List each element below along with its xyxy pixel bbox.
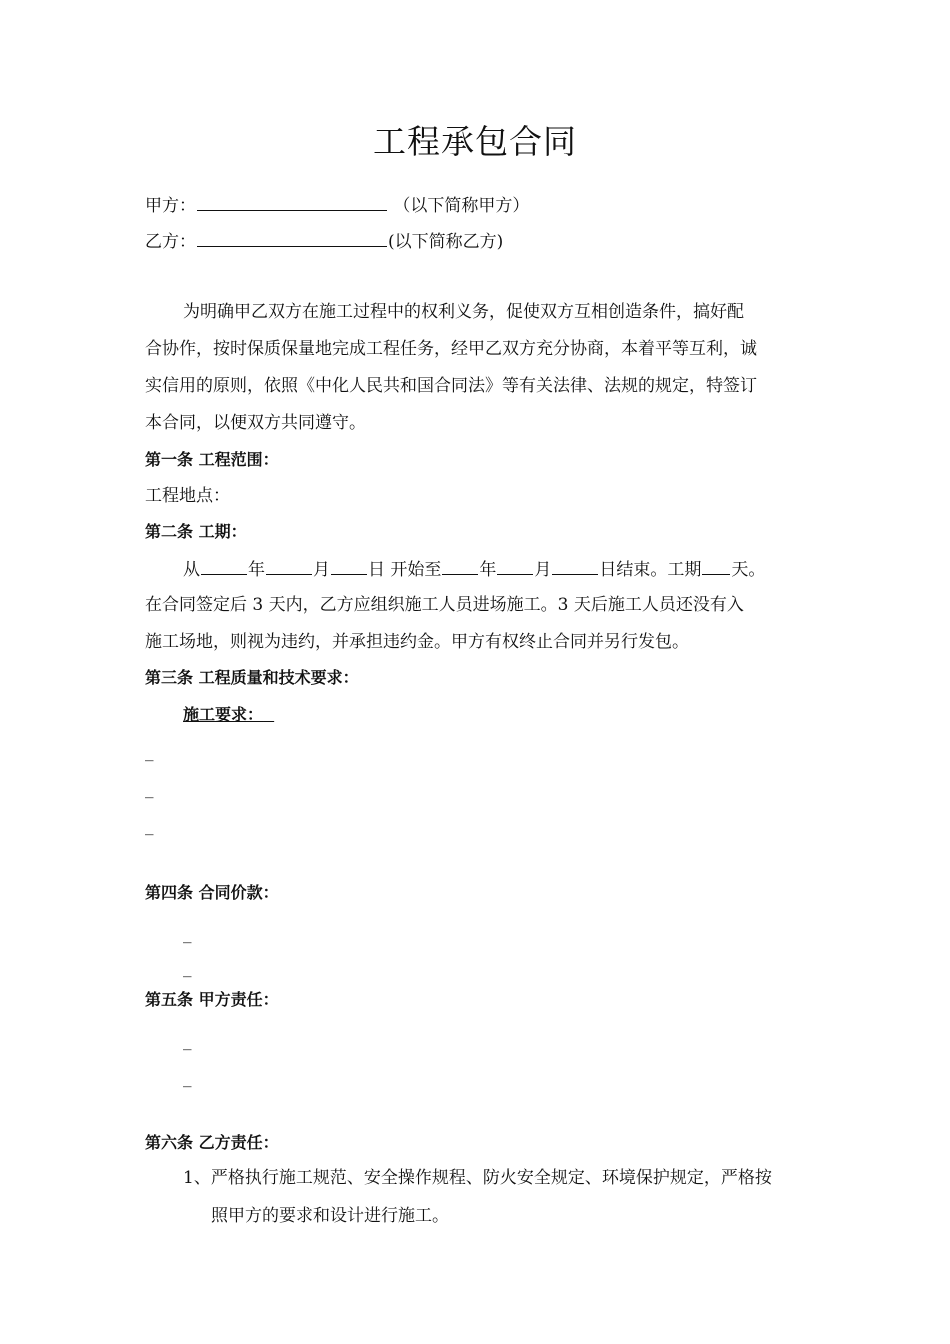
- start-year-blank[interactable]: [201, 556, 247, 575]
- article-6-item-1-line-1: 1、严格执行施工规范、安全操作规程、防火安全规定、环境保护规定，严格按: [183, 1168, 772, 1188]
- article-6-item-1-line-2: 照甲方的要求和设计进行施工。: [211, 1206, 449, 1226]
- end-day-label: 日结束。工期: [599, 560, 702, 580]
- dash-item: _: [145, 779, 154, 799]
- end-year-label: 年: [479, 560, 497, 580]
- construction-requirements-label: [183, 703, 274, 727]
- party-a-suffix: （以下简称甲方）: [393, 196, 530, 216]
- document-title: 工程承包合同: [373, 122, 577, 161]
- start-month-blank[interactable]: [266, 556, 312, 575]
- end-day-blank[interactable]: [552, 556, 598, 575]
- intro-line-4: 本合同，以便双方共同遵守。: [145, 413, 366, 433]
- month-label: 月: [313, 560, 330, 580]
- duration-line-2: 在合同签定后 3 天内，乙方应组织施工人员进场施工。3 天后施工人员还没有入: [145, 595, 744, 615]
- construction-requirements-text: 施工要求：: [183, 705, 264, 724]
- dash-item: _: [183, 958, 192, 978]
- dash-item: _: [183, 1068, 192, 1088]
- party-b-blank[interactable]: [197, 228, 387, 247]
- dash-item: _: [183, 1031, 192, 1051]
- end-month-label: 月: [534, 560, 552, 580]
- start-day-label: 日 开始至: [368, 560, 442, 580]
- party-a-line: [145, 192, 529, 218]
- party-b-suffix: (以下简称乙方): [388, 232, 504, 252]
- article-1-heading: 第一条 工程范围：: [145, 450, 279, 469]
- party-b-line: [145, 228, 503, 254]
- days-label: 天。: [731, 560, 766, 580]
- duration-line: [183, 556, 765, 582]
- start-day-blank[interactable]: [331, 556, 367, 575]
- party-b-label: 乙方：: [145, 232, 196, 252]
- article-4-heading: 第四条 合同价款：: [145, 883, 279, 902]
- article-3-heading: 第三条 工程质量和技术要求：: [145, 668, 359, 687]
- end-month-blank[interactable]: [497, 556, 533, 575]
- dash-item: _: [145, 816, 154, 836]
- intro-line-3: 实信用的原则，依照《中化人民共和国合同法》等有关法律、法规的规定，特签订: [145, 376, 757, 396]
- dash-item: _: [183, 924, 192, 944]
- project-location-label: 工程地点：: [145, 486, 230, 506]
- from-label: 从: [183, 560, 200, 580]
- intro-line-2: 合协作，按时保质保量地完成工程任务，经甲乙双方充分协商，本着平等互利，诚: [145, 339, 757, 359]
- duration-days-blank[interactable]: [702, 556, 730, 575]
- intro-line-1: 为明确甲乙双方在施工过程中的权利义务，促使双方互相创造条件，搞好配: [183, 302, 744, 322]
- dash-item: _: [145, 742, 154, 762]
- party-a-label: 甲方：: [145, 196, 196, 216]
- duration-line-3: 施工场地，则视为违约，并承担违约金。甲方有权终止合同并另行发包。: [145, 632, 689, 652]
- end-year-blank[interactable]: [442, 556, 478, 575]
- article-2-heading: 第二条 工期：: [145, 522, 247, 541]
- article-6-heading: 第六条 乙方责任：: [145, 1133, 279, 1152]
- party-a-blank[interactable]: [197, 192, 387, 211]
- year-label: 年: [248, 560, 265, 580]
- article-5-heading: 第五条 甲方责任：: [145, 990, 279, 1009]
